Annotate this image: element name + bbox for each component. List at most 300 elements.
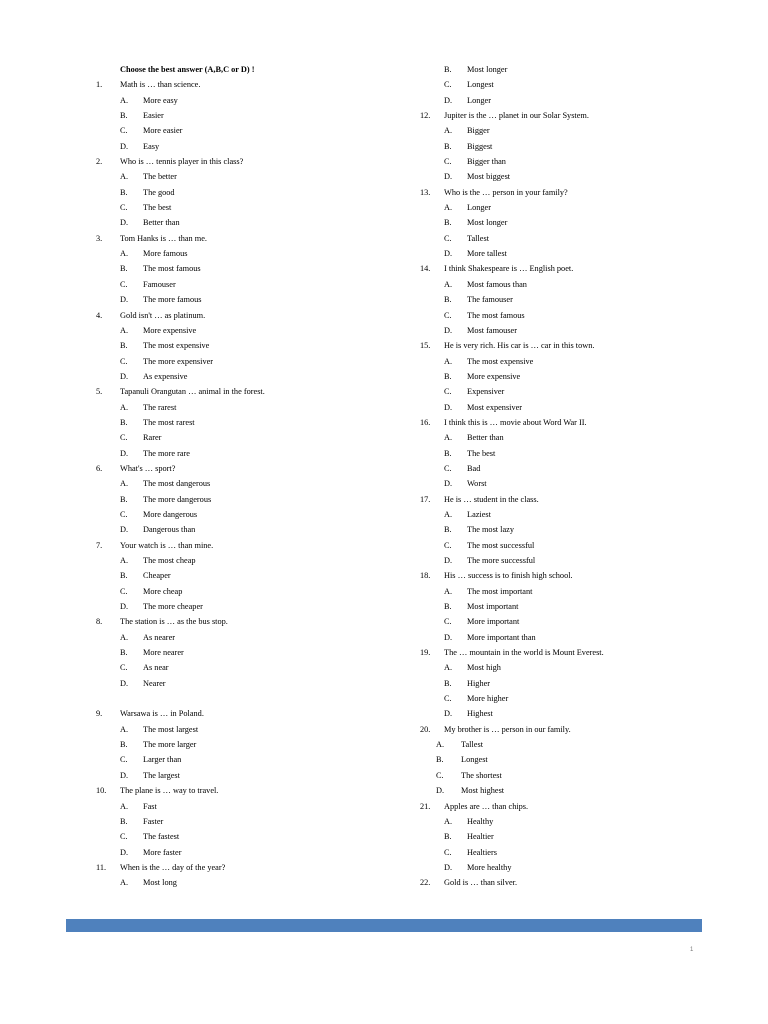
option-letter: D. (444, 249, 453, 259)
option-text: Larger than (143, 755, 182, 765)
answer-option (96, 415, 396, 430)
option-letter: B. (120, 816, 128, 826)
answer-option (96, 93, 396, 108)
option-letter: D. (444, 862, 453, 872)
option-text: The most famous (143, 264, 201, 274)
answer-option (96, 108, 396, 123)
question-text: Tapanuli Orangutan … animal in the forest. (120, 387, 265, 397)
option-letter: D. (120, 602, 129, 612)
option-text: The largest (143, 770, 180, 780)
answer-option (420, 123, 720, 138)
answer-option (420, 231, 720, 246)
question (96, 783, 396, 798)
answer-option (420, 783, 720, 798)
answer-option (420, 62, 720, 77)
option-text: The most lazy (467, 525, 515, 535)
question-text: When is the … day of the year? (120, 862, 226, 872)
option-text: Faster (143, 816, 164, 826)
option-letter: A. (444, 126, 453, 136)
answer-option (420, 829, 720, 844)
option-letter: B. (444, 602, 452, 612)
answer-option (420, 476, 720, 491)
option-text: As expensive (143, 371, 188, 381)
option-text: Easy (143, 141, 160, 151)
option-letter: C. (120, 663, 128, 673)
option-letter: D. (120, 525, 129, 535)
option-letter: C. (444, 617, 452, 627)
answer-option (420, 246, 720, 261)
answer-option (420, 200, 720, 215)
option-text: The most cheap (143, 556, 196, 565)
question (420, 261, 720, 276)
option-letter: D. (444, 172, 453, 182)
question-text: The station is … as the bus stop. (120, 617, 228, 627)
answer-option (420, 522, 720, 537)
option-text: Rarer (143, 433, 162, 443)
question (96, 614, 396, 629)
option-text: The fastest (143, 832, 180, 842)
option-text: Better than (143, 218, 180, 228)
option-text: The more expensiver (143, 356, 214, 366)
option-letter: C. (444, 694, 452, 704)
question (96, 706, 396, 721)
option-letter: B. (444, 65, 452, 74)
answer-option (420, 691, 720, 706)
answer-option (420, 169, 720, 184)
answer-option (96, 768, 396, 783)
answer-option (420, 430, 720, 445)
answer-option (96, 737, 396, 752)
question (420, 492, 720, 507)
option-letter: C. (120, 755, 128, 765)
answer-option (96, 584, 396, 599)
option-text: More higher (467, 694, 509, 704)
option-text: The most largest (143, 724, 199, 734)
option-text: More faster (143, 847, 182, 857)
option-text: Most highest (461, 786, 505, 796)
instruction-text: Choose the best answer (A,B,C or D) ! (120, 65, 255, 74)
question-number: 3. (96, 233, 103, 243)
question-number: 15. (420, 341, 431, 351)
answer-option (96, 799, 396, 814)
question (420, 722, 720, 737)
answer-option (420, 369, 720, 384)
option-text: More dangerous (143, 509, 198, 519)
option-text: Bigger (467, 126, 490, 136)
answer-option (96, 492, 396, 507)
option-letter: D. (120, 678, 129, 688)
right-column (420, 62, 720, 891)
option-letter: D. (120, 448, 129, 458)
question-text: The plane is … way to travel. (120, 786, 219, 796)
option-text: More important than (467, 632, 536, 642)
option-text: Most expensiver (467, 402, 523, 412)
option-letter: A. (444, 586, 453, 596)
answer-option (96, 323, 396, 338)
answer-option (420, 706, 720, 721)
option-letter: A. (120, 878, 129, 888)
option-text: The good (143, 187, 175, 197)
option-letter: C. (120, 509, 128, 519)
answer-option (420, 154, 720, 169)
option-text: Bad (467, 463, 481, 473)
question-number: 5. (96, 387, 103, 397)
answer-option (96, 875, 396, 890)
option-text: Famouser (143, 279, 176, 289)
option-letter: D. (444, 95, 453, 105)
question (420, 645, 720, 660)
option-letter: C. (444, 387, 452, 397)
option-text: Most biggest (467, 172, 511, 182)
question-text: Warsawa is … in Poland. (120, 709, 204, 719)
answer-option (96, 660, 396, 675)
answer-option (96, 522, 396, 537)
answer-option (420, 354, 720, 369)
option-letter: C. (444, 80, 452, 90)
answer-option (96, 630, 396, 645)
option-letter: B. (444, 448, 452, 458)
option-text: More tallest (467, 249, 507, 259)
question-text: Your watch is … than mine. (120, 540, 214, 550)
question (420, 568, 720, 583)
option-text: The best (467, 448, 496, 458)
answer-option (96, 261, 396, 276)
question-number: 8. (96, 617, 103, 627)
option-text: More easy (143, 95, 178, 105)
answer-option (96, 752, 396, 767)
answer-option (96, 568, 396, 583)
option-text: Healthy (467, 816, 494, 826)
answer-option (420, 446, 720, 461)
option-text: More important (467, 617, 520, 627)
option-letter: C. (120, 586, 128, 596)
option-text: The most expensive (143, 341, 210, 351)
answer-option (96, 676, 396, 691)
option-text: The more cheaper (143, 602, 203, 612)
answer-option (96, 246, 396, 261)
option-letter: D. (444, 402, 453, 412)
option-text: More nearer (143, 648, 184, 658)
option-text: The more famous (143, 295, 202, 305)
question-text: My brother is … person in our family. (444, 724, 571, 734)
answer-option (420, 768, 720, 783)
question-number: 7. (96, 540, 103, 550)
question-text: I think this is … movie about Word War II. (444, 417, 587, 427)
option-letter: A. (444, 816, 453, 826)
option-text: Longest (461, 755, 488, 765)
answer-option (420, 507, 720, 522)
answer-option (96, 123, 396, 138)
option-letter: B. (444, 371, 452, 381)
option-text: Fast (143, 801, 157, 811)
option-letter: A. (444, 433, 453, 443)
answer-option (420, 215, 720, 230)
option-text: Cheaper (143, 571, 171, 581)
option-text: Nearer (143, 678, 166, 688)
question (96, 860, 396, 875)
option-text: Healtiers (467, 847, 497, 857)
option-letter: A. (120, 95, 129, 105)
option-letter: C. (444, 847, 452, 857)
answer-option (96, 829, 396, 844)
option-text: Most famouser (467, 325, 518, 335)
option-letter: D. (120, 218, 129, 228)
option-letter: C. (444, 233, 452, 243)
question (96, 154, 396, 169)
answer-option (96, 185, 396, 200)
option-letter: A. (120, 325, 129, 335)
option-text: More easier (143, 126, 183, 136)
question-text: I think Shakespeare is … English poet. (444, 264, 574, 274)
option-letter: B. (444, 295, 452, 305)
question-number: 16. (420, 417, 431, 427)
page-number: 1 (690, 947, 694, 953)
answer-option (420, 77, 720, 92)
option-text: The most famous (467, 310, 525, 320)
option-text: The shortest (461, 770, 502, 780)
option-letter: A. (120, 724, 129, 734)
option-text: Most long (143, 878, 177, 888)
option-text: The most successful (467, 540, 535, 550)
question (420, 108, 720, 123)
question (96, 538, 396, 553)
question-number: 22. (420, 878, 431, 888)
question-text: The … mountain in the world is Mount Everest. (444, 648, 604, 658)
question-number: 4. (96, 310, 103, 320)
question-text: Who is the … person in your family? (444, 187, 568, 197)
answer-option (420, 676, 720, 691)
answer-option (96, 200, 396, 215)
answer-option (420, 660, 720, 675)
option-text: Biggest (467, 141, 493, 151)
answer-option (96, 292, 396, 307)
question-number: 10. (96, 786, 107, 796)
answer-option (420, 614, 720, 629)
question (96, 77, 396, 92)
question-number: 17. (420, 494, 431, 504)
option-text: Most high (467, 663, 501, 673)
option-letter: D. (444, 479, 453, 489)
option-letter: D. (436, 786, 445, 796)
answer-option (96, 169, 396, 184)
option-text: More famous (143, 249, 188, 259)
option-text: The most rarest (143, 417, 195, 427)
option-letter: C. (444, 310, 452, 320)
answer-option (420, 139, 720, 154)
option-letter: A. (120, 172, 129, 182)
option-text: Most important (467, 602, 519, 612)
option-text: As nearer (143, 632, 176, 642)
answer-option (96, 369, 396, 384)
answer-option (96, 645, 396, 660)
option-letter: A. (120, 556, 129, 565)
answer-option (420, 845, 720, 860)
option-text: Dangerous than (143, 525, 196, 535)
option-letter: C. (120, 433, 128, 443)
answer-option (420, 599, 720, 614)
option-text: The more larger (143, 740, 197, 750)
option-text: Laziest (467, 509, 491, 519)
answer-option (420, 400, 720, 415)
option-letter: D. (444, 556, 453, 565)
option-text: Bigger than (467, 157, 506, 167)
option-text: The rarest (143, 402, 177, 412)
option-text: The most expensive (467, 356, 534, 366)
question-number: 9. (96, 709, 103, 719)
question (420, 875, 720, 890)
answer-option (420, 93, 720, 108)
answer-option (96, 814, 396, 829)
option-letter: A. (120, 402, 129, 412)
option-text: More healthy (467, 862, 512, 872)
option-letter: B. (444, 525, 452, 535)
option-text: Easier (143, 111, 164, 121)
option-letter: B. (444, 678, 452, 688)
left-column (96, 62, 396, 891)
option-text: The more successful (467, 556, 536, 565)
question-text: Math is … than science. (120, 80, 201, 90)
option-letter: C. (120, 832, 128, 842)
option-text: The most dangerous (143, 479, 211, 489)
question-number: 21. (420, 801, 431, 811)
question-number: 13. (420, 187, 431, 197)
answer-option (420, 553, 720, 568)
answer-option (96, 338, 396, 353)
option-text: Highest (467, 709, 493, 719)
option-letter: A. (444, 663, 453, 673)
answer-option (96, 139, 396, 154)
answer-option (96, 354, 396, 369)
answer-option (420, 737, 720, 752)
question (420, 799, 720, 814)
option-letter: A. (444, 203, 453, 213)
option-letter: B. (120, 648, 128, 658)
option-letter: B. (444, 218, 452, 228)
option-text: Healtier (467, 832, 494, 842)
question (96, 231, 396, 246)
option-letter: B. (120, 341, 128, 351)
answer-option (96, 553, 396, 568)
option-text: Expensiver (467, 387, 505, 397)
question-text: He is very rich. His car is … car in this town. (444, 341, 595, 351)
option-text: Most longer (467, 218, 508, 228)
option-letter: A. (120, 479, 129, 489)
option-letter: B. (120, 494, 128, 504)
answer-option (420, 752, 720, 767)
answer-option (96, 476, 396, 491)
option-letter: B. (120, 740, 128, 750)
option-letter: B. (444, 141, 452, 151)
option-letter: A. (120, 249, 129, 259)
answer-option (96, 400, 396, 415)
question-number: 2. (96, 157, 103, 167)
option-letter: D. (444, 325, 453, 335)
option-letter: B. (436, 755, 444, 765)
option-text: Longer (467, 203, 491, 213)
option-letter: B. (120, 571, 128, 581)
option-letter: C. (120, 279, 128, 289)
option-letter: A. (444, 509, 453, 519)
question (96, 461, 396, 476)
question-text: He is … student in the class. (444, 494, 539, 504)
option-letter: D. (120, 847, 129, 857)
question-number: 6. (96, 463, 103, 473)
answer-option (96, 722, 396, 737)
answer-option (420, 584, 720, 599)
option-text: The more dangerous (143, 494, 212, 504)
option-letter: A. (444, 279, 453, 289)
option-text: Longest (467, 80, 494, 90)
option-letter: C. (444, 157, 452, 167)
answer-option (420, 538, 720, 553)
option-letter: B. (120, 111, 128, 121)
option-text: Tallest (461, 740, 483, 750)
answer-option (420, 308, 720, 323)
option-letter: A. (444, 356, 453, 366)
answer-option (96, 430, 396, 445)
answer-option (420, 814, 720, 829)
instruction (96, 62, 396, 77)
question-text: Gold isn't … as platinum. (120, 310, 206, 320)
option-letter: C. (436, 770, 444, 780)
option-letter: C. (120, 126, 128, 136)
question-text: Who is … tennis player in this class? (120, 157, 244, 167)
question (420, 415, 720, 430)
option-letter: D. (444, 632, 453, 642)
option-letter: A. (120, 632, 129, 642)
question-number: 1. (96, 80, 103, 90)
option-text: Longer (467, 95, 491, 105)
option-letter: D. (120, 295, 129, 305)
option-text: The more rare (143, 448, 190, 458)
question-text: His … success is to finish high school. (444, 571, 573, 581)
answer-option (96, 599, 396, 614)
question-number: 12. (420, 111, 431, 121)
option-text: The famouser (467, 295, 513, 305)
question-text: Apples are … than chips. (444, 801, 529, 811)
option-text: More expensive (467, 371, 521, 381)
option-text: Higher (467, 678, 491, 688)
question (96, 384, 396, 399)
answer-option (96, 277, 396, 292)
option-text: The most important (467, 586, 533, 596)
question-number: 14. (420, 264, 431, 274)
option-letter: B. (120, 187, 128, 197)
answer-option (96, 215, 396, 230)
question-text: Tom Hanks is … than me. (120, 233, 207, 243)
option-letter: D. (120, 371, 129, 381)
question-text: Gold is … than silver. (444, 878, 518, 888)
answer-option (420, 384, 720, 399)
option-letter: D. (444, 709, 453, 719)
answer-option (420, 860, 720, 875)
option-letter: B. (444, 832, 452, 842)
question-text: What's … sport? (120, 463, 176, 473)
option-letter: D. (120, 141, 129, 151)
answer-option (420, 630, 720, 645)
option-letter: A. (436, 740, 445, 750)
answer-option (420, 292, 720, 307)
question-text: Jupiter is the … planet in our Solar System. (444, 111, 589, 121)
option-letter: A. (120, 801, 129, 811)
option-text: More expensive (143, 325, 197, 335)
answer-option (420, 323, 720, 338)
option-text: Most famous than (467, 279, 527, 289)
footer-bar (66, 919, 702, 932)
option-letter: B. (120, 417, 128, 427)
question (96, 308, 396, 323)
question (420, 338, 720, 353)
